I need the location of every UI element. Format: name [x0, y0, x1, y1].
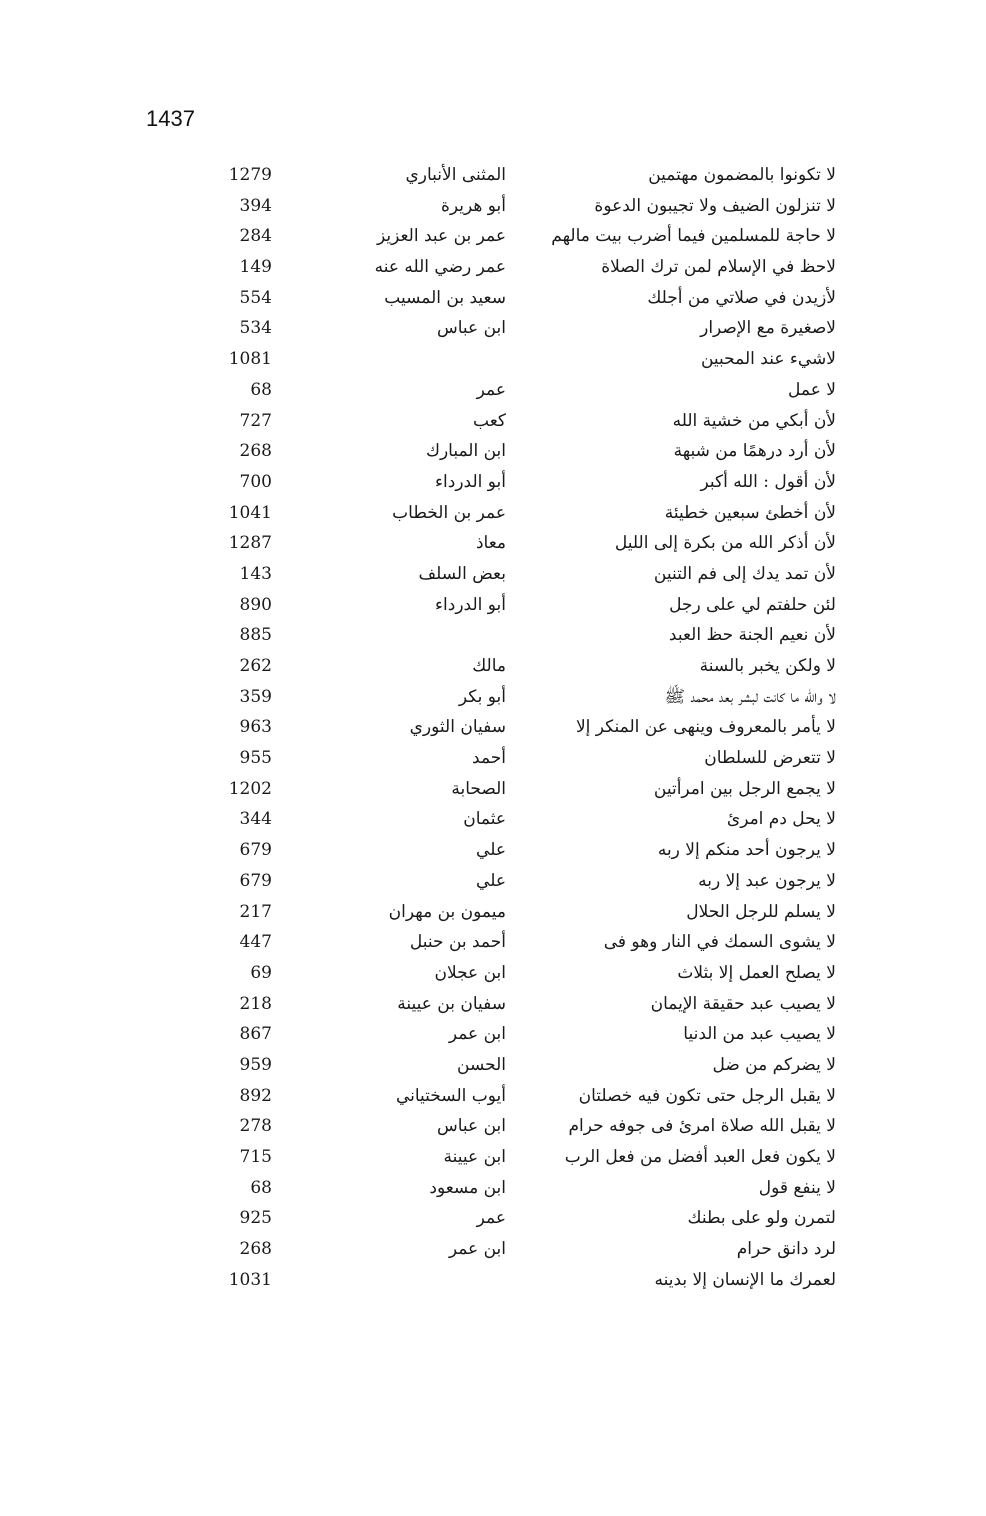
- entry-source: عمر بن الخطاب: [392, 502, 506, 523]
- index-row: [0, 927, 986, 958]
- entry-text: لا ينفع قول: [758, 1177, 836, 1198]
- entry-text: لا يصيب عبد من الدنيا: [683, 1024, 836, 1045]
- entry-page-number: 268: [239, 1239, 272, 1260]
- entry-page-number: 1202: [228, 778, 272, 799]
- entry-source: ابن عمر: [448, 1239, 506, 1260]
- entry-text: لأن نعيم الجنة حظ العبد: [668, 625, 836, 646]
- index-row: [0, 651, 986, 682]
- entry-source: بعض السلف: [418, 563, 506, 584]
- index-row: [0, 866, 986, 897]
- index-row: [0, 897, 986, 928]
- entry-page-number: 890: [239, 594, 272, 615]
- entry-page-number: 217: [239, 901, 272, 922]
- entry-page-number: 68: [250, 379, 272, 400]
- entry-text: لا يجمع الرجل بين امرأتين: [653, 778, 836, 799]
- entry-source: أبو الدرداء: [435, 471, 506, 492]
- entry-source: عثمان: [463, 809, 506, 830]
- entry-source: أحمد: [472, 748, 506, 769]
- entry-source: الحسن: [457, 1054, 506, 1075]
- entry-text: لا يصلح العمل إلا بثلاث: [677, 962, 836, 983]
- entry-text: لا يحل دم امرئ: [726, 809, 836, 830]
- index-row: [0, 559, 986, 590]
- index-row: [0, 1019, 986, 1050]
- entry-text: لا تنزلون الضيف ولا تجيبون الدعوة: [594, 195, 836, 216]
- entry-text: لرد دانق حرام: [736, 1239, 836, 1260]
- index-row: [0, 252, 986, 283]
- entry-page-number: 1081: [228, 349, 272, 370]
- entry-source: معاذ: [475, 533, 506, 554]
- entry-page-number: 925: [239, 1208, 272, 1229]
- index-row: [0, 1050, 986, 1081]
- entry-text: لا يقبل الرجل حتى تكون فيه خصلتان: [578, 1085, 836, 1106]
- entry-text: لا تكونوا بالمضمون مهتمين: [648, 165, 836, 185]
- entry-page-number: 447: [239, 932, 272, 953]
- index-row: [0, 1173, 986, 1204]
- index-row: [0, 1234, 986, 1265]
- entry-source: عمر بن عبد العزيز: [376, 226, 506, 247]
- entry-text: لا يأمر بالمعروف وينهى عن المنكر إلا: [575, 717, 836, 738]
- entry-text: لتمرن ولو على بطنك: [687, 1208, 836, 1229]
- index-row: [0, 1142, 986, 1173]
- entry-page-number: 262: [239, 656, 272, 676]
- entry-page-number: 149: [239, 257, 272, 278]
- entry-page-number: 885: [239, 625, 272, 646]
- index-row: [0, 528, 986, 559]
- entry-page-number: 959: [239, 1054, 272, 1075]
- entry-source: ابن عجلان: [434, 962, 506, 983]
- index-row: [0, 221, 986, 252]
- entry-source: أبو هريرة: [440, 195, 506, 216]
- entry-source: الصحابة: [451, 778, 506, 799]
- entry-text: لاحظ في الإسلام لمن ترك الصلاة: [601, 257, 836, 278]
- entry-page-number: 284: [239, 226, 272, 247]
- entry-text: لأن أرد درهمًا من شبهة: [673, 441, 836, 462]
- index-row: [0, 682, 986, 713]
- page-number: 1437: [146, 106, 195, 131]
- entry-source: عمر: [476, 1208, 506, 1229]
- index-row: [0, 1081, 986, 1112]
- entry-page-number: 359: [239, 686, 272, 707]
- entry-source: علي: [476, 870, 506, 891]
- index-row: [0, 620, 986, 651]
- entry-page-number: 278: [239, 1116, 272, 1137]
- entry-text: لا يضركم من ضل: [712, 1054, 836, 1075]
- entry-page-number: 143: [239, 563, 272, 584]
- index-row: [0, 160, 986, 191]
- entry-text: لأن أذكر الله من بكرة إلى الليل: [614, 533, 836, 554]
- index-row: [0, 743, 986, 774]
- entry-source: سعيد بن المسيب: [384, 287, 506, 308]
- entry-page-number: 69: [250, 962, 272, 983]
- entry-text: لا عمل: [788, 379, 836, 400]
- entry-page-number: 1041: [228, 502, 272, 523]
- index-row: [0, 467, 986, 498]
- entry-page-number: 554: [239, 287, 272, 308]
- entry-page-number: 679: [239, 870, 272, 891]
- entry-page-number: 394: [239, 195, 272, 216]
- index-row: [0, 1111, 986, 1142]
- entry-source: عمر: [476, 379, 506, 400]
- entry-page-number: 68: [250, 1177, 272, 1198]
- entry-text: لا يشوى السمك في النار وهو فى: [603, 932, 836, 953]
- entry-source: ميمون بن مهران: [388, 901, 506, 922]
- index-row: [0, 804, 986, 835]
- entry-source: ابن عيينة: [443, 1147, 506, 1167]
- index-row: [0, 436, 986, 467]
- entry-page-number: 268: [239, 441, 272, 462]
- entry-text: لا يكون فعل العبد أفضل من فعل الرب: [564, 1147, 836, 1167]
- index-row: [0, 835, 986, 866]
- entry-page-number: 679: [239, 840, 272, 861]
- entry-source: المثنى الأنباري: [405, 165, 506, 185]
- entry-source: أبو الدرداء: [435, 594, 506, 615]
- index-row: [0, 712, 986, 743]
- entry-text: لا يسلم للرجل الحلال: [686, 901, 836, 922]
- entry-source: كعب: [473, 410, 506, 431]
- entry-source: أبو بكر: [458, 686, 506, 707]
- entry-page-number: 218: [239, 993, 272, 1014]
- entry-source: ابن عباس: [436, 318, 506, 339]
- entry-text: لأزيدن في صلاتي من أجلك: [647, 287, 836, 308]
- entry-text: لا يقبل الله صلاة امرئ فى جوفه حرام: [568, 1116, 836, 1137]
- entry-text: لا والله ما كانت لبشر بعد محمد ﷺ: [664, 686, 836, 707]
- entry-source: مالك: [472, 656, 506, 676]
- entry-source: سفيان بن عيينة: [397, 993, 506, 1014]
- index-row: [0, 774, 986, 805]
- index-row: [0, 406, 986, 437]
- index-row: [0, 283, 986, 314]
- entry-source: أحمد بن حنبل: [409, 932, 506, 953]
- entry-page-number: 727: [239, 410, 272, 431]
- index-row: [0, 313, 986, 344]
- entry-page-number: 1031: [228, 1269, 272, 1290]
- entry-page-number: 344: [239, 809, 272, 830]
- index-row: [0, 590, 986, 621]
- index-row: [0, 1265, 986, 1296]
- index-row: [0, 958, 986, 989]
- entry-page-number: 1279: [228, 165, 272, 185]
- entry-source: ابن عمر: [448, 1024, 506, 1045]
- entry-source: سفيان الثوري: [409, 717, 506, 738]
- entry-text: لعمرك ما الإنسان إلا بدينه: [654, 1269, 836, 1290]
- entry-text: لا يرجون أحد منكم إلا ربه: [657, 840, 836, 861]
- entry-page-number: 963: [239, 717, 272, 738]
- index-row: [0, 344, 986, 375]
- index-row: [0, 498, 986, 529]
- entry-page-number: 955: [239, 748, 272, 769]
- entry-page-number: 1287: [228, 533, 272, 554]
- entry-source: علي: [476, 840, 506, 861]
- index-row: [0, 989, 986, 1020]
- entry-text: لأن أقول : الله أكبر: [700, 471, 836, 492]
- entry-text: لا ولكن يخبر بالسنة: [699, 656, 836, 676]
- index-row: [0, 375, 986, 406]
- index-list: [0, 160, 986, 1295]
- entry-text: لا تتعرض للسلطان: [704, 748, 836, 769]
- entry-page-number: 715: [239, 1147, 272, 1167]
- entry-source: عمر رضي الله عنه: [374, 257, 506, 278]
- entry-text: لأن تمد يدك إلى فم التنين: [653, 563, 836, 584]
- entry-source: ابن المبارك: [425, 441, 506, 462]
- entry-text: لا حاجة للمسلمين فيما أضرب بيت مالهم: [551, 226, 836, 247]
- index-row: [0, 1203, 986, 1234]
- entry-source: ابن عباس: [436, 1116, 506, 1137]
- entry-page-number: 892: [239, 1085, 272, 1106]
- entry-page-number: 700: [239, 471, 272, 492]
- entry-text: لأن أخطئ سبعين خطيئة: [664, 502, 836, 523]
- entry-page-number: 867: [239, 1024, 272, 1045]
- index-row: [0, 191, 986, 222]
- entry-text: لئن حلفتم لي على رجل: [669, 594, 836, 615]
- entry-text: لا يرجون عبد إلا ربه: [698, 870, 836, 891]
- entry-text: لأن أبكي من خشية الله: [672, 410, 836, 431]
- entry-source: ابن مسعود: [429, 1177, 506, 1198]
- entry-page-number: 534: [239, 318, 272, 339]
- entry-text: لاصغيرة مع الإصرار: [700, 318, 836, 339]
- entry-source: أيوب السختياني: [395, 1085, 506, 1106]
- entry-text: لاشيء عند المحبين: [700, 349, 836, 370]
- entry-text: لا يصيب عبد حقيقة الإيمان: [650, 993, 836, 1014]
